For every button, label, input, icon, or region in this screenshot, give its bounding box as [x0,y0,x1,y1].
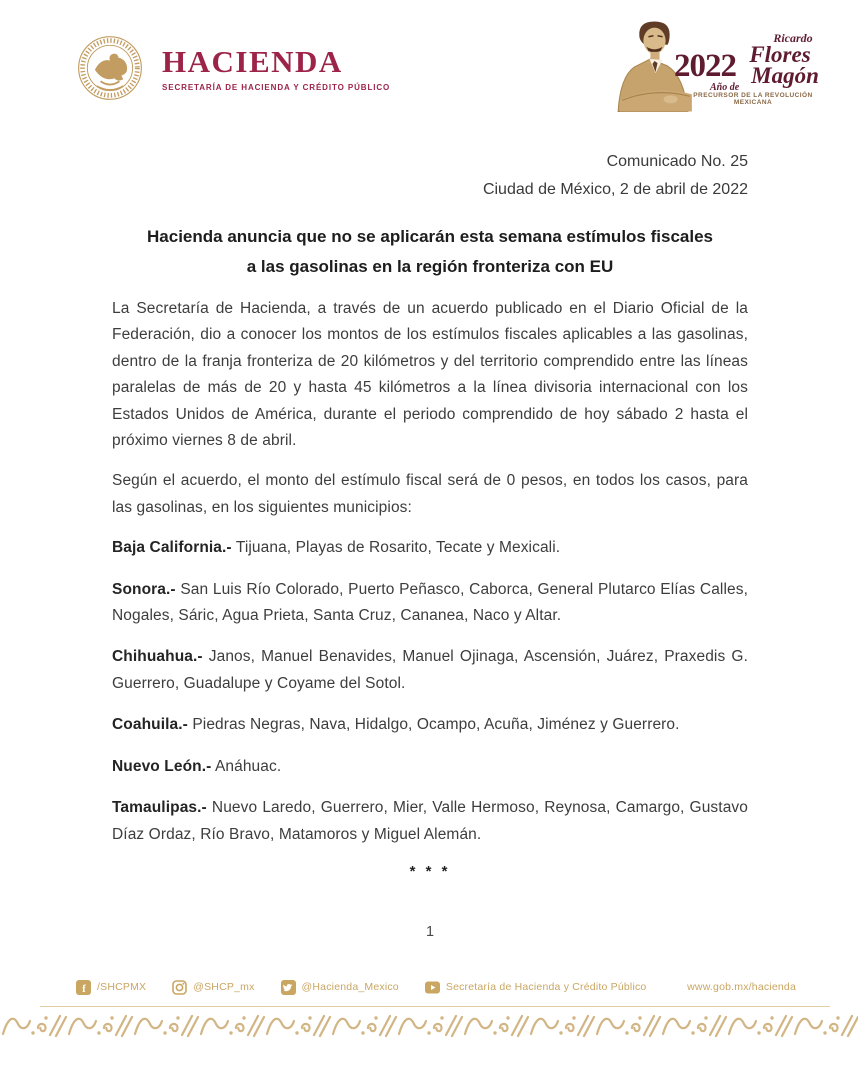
communique-number: Comunicado No. 25 [606,153,748,170]
state-entry-baja-california [112,535,748,561]
state-municipalities: Nuevo Laredo, Guerrero, Mier, Valle Hermoso, Reynosa, Camargo, Gustavo Díaz Ordaz, Río Bravo, Matamoros y Miguel Alemán. [112,799,748,843]
state-municipalities: Janos, Manuel Benavides, Manuel Ojinaga, Ascensión, Juárez, Praxedis G. Guerrero, Guadalupe y Coyame del Sotol. [112,648,748,692]
end-separator: * * * [409,862,451,880]
youtube-channel: Secretaría de Hacienda y Crédito Público [445,981,647,993]
facebook-link[interactable] [76,980,146,995]
state-name: Baja California.- [112,539,232,557]
paragraph: Según el acuerdo, el monto del estímulo fiscal será de 0 pesos, en todos los casos, para las gasolinas, en los siguientes municipios: [112,472,748,516]
youtube-icon [425,980,440,995]
title-line-1: Hacienda anuncia que no se aplicarán esta semana estímulos fiscales [147,227,713,246]
ricardo-label: Ricardo [773,31,813,45]
hacienda-wordmark: HACIENDA [162,43,343,79]
state-entry-sonora [112,577,748,630]
flores-magon-2022-logo [608,18,823,114]
footer-bar [76,976,796,998]
youtube-link[interactable] [425,980,647,995]
hacienda-logo-text [162,45,390,92]
paragraph: La Secretaría de Hacienda, a través de un acuerdo publicado en el Diario Oficial de la Federación, dio a conocer los montos de los estímulos fiscales aplicables a las gasolinas, dentro de la franja fronteriza de 20 kilómetros y del territorio comprendido entre las líneas paralelas de más de 20 y hasta 45 kilómetros a la línea divisoria internacional con los Estados Unidos de América, durante el periodo comprendido de hoy sábado 2 hasta el próximo viernes 8 de abril. [112,300,748,450]
state-entry-tamaulipas [112,795,748,848]
mexico-seal-icon [76,34,144,102]
facebook-handle: /SHCPMX [97,981,147,993]
title-line-2: a las gasolinas en la región fronteriza con EU [246,257,614,276]
state-municipalities: San Luis Río Colorado, Puerto Peñasco, Caborca, General Plutarco Elías Calles, Nogales, Sáric, Agua Prieta, Santa Cruz, Cananea, Naco y Altar. [112,580,748,625]
footer-divider [40,1006,830,1007]
instagram-handle: @SHCP_mx [193,981,255,993]
state-municipalities: Piedras Negras, Nava, Hidalgo, Ocampo, Acuña, Jiménez y Guerrero. [192,716,680,734]
svg-text:f: f [82,982,86,995]
instagram-link[interactable] [172,980,254,995]
state-entry-nuevo-leon [112,754,748,780]
state-name: Chihuahua.- [112,648,203,666]
state-name: Tamaulipas.- [112,799,207,817]
greca-pattern-band [0,1012,858,1039]
state-municipalities: Anáhuac. [214,757,282,775]
twitter-icon [281,980,296,995]
state-entry-coahuila [112,712,748,738]
hacienda-subtitle: SECRETARÍA DE HACIENDA Y CRÉDITO PÚBLICO [162,82,391,92]
year-2022-wordmark: 2022 [674,48,736,84]
ano-de-label: Año de [710,82,740,93]
hacienda-logo [76,34,390,102]
dateline: Ciudad de México, 2 de abril de 2022 [482,181,748,198]
state-municipalities: Tijuana, Playas de Rosarito, Tecate y Mexicali. [235,539,561,557]
instagram-icon [172,980,187,995]
state-name: Sonora.- [112,580,176,598]
document-body [112,148,748,940]
twitter-handle: @Hacienda_Mexico [301,981,399,993]
state-entry-chihuahua [112,644,748,697]
magon-label: Magón [751,63,819,88]
flores-label: Flores [749,42,811,67]
flores-magon-name [734,32,826,87]
page-title [112,222,748,282]
website-link[interactable]: www.gob.mx/hacienda [687,981,796,993]
page-number: 1 [425,923,435,940]
state-name: Nuevo León.- [112,757,212,775]
communique-meta [112,148,748,204]
state-name: Coahuila.- [112,716,188,734]
twitter-link[interactable] [281,980,399,995]
facebook-icon [76,980,91,995]
precursor-tagline: PRECURSOR DE LA REVOLUCIÓN MEXICANA [693,92,813,106]
